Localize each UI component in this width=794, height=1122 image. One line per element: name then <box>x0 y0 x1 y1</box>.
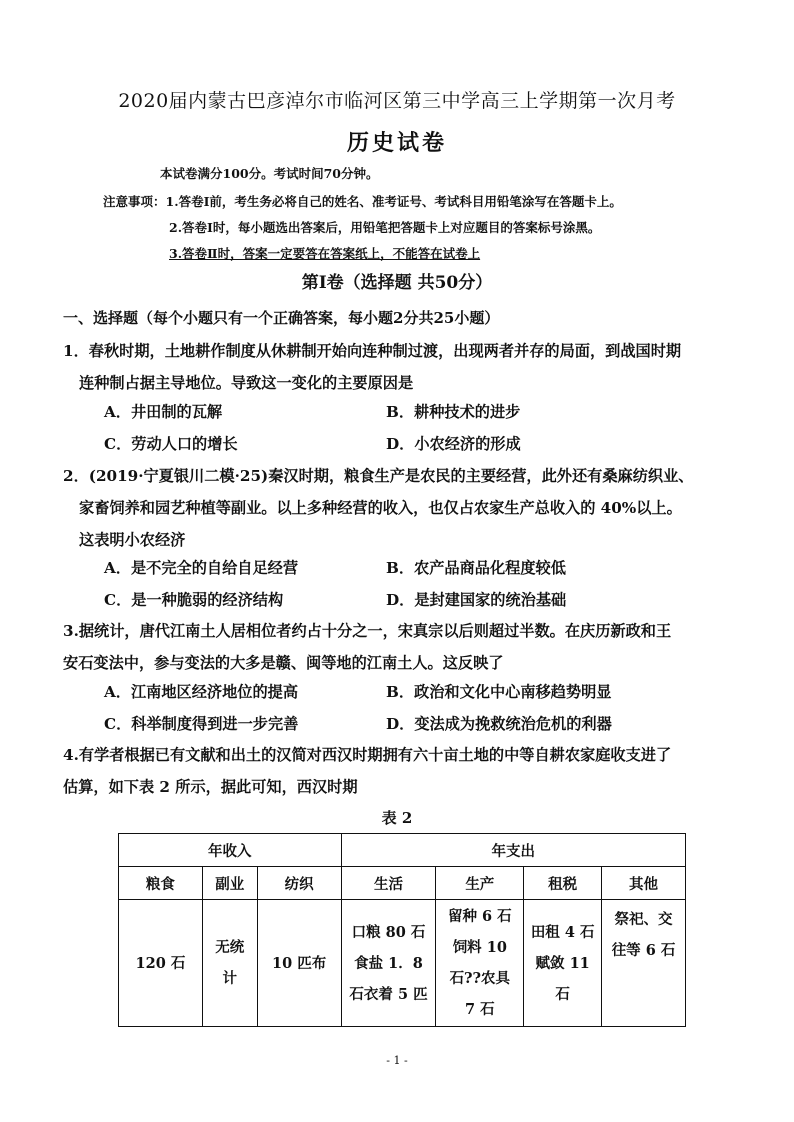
q3-option-d: D．变法成为挽救统治危机的利器 <box>386 715 612 733</box>
note-2: 2.答卷Ⅰ时，每小题选出答案后，用铅笔把答题卡上对应题目的答案标号涂黑。 <box>169 220 601 235</box>
col-header-production: 生产 <box>436 867 524 900</box>
cell-grain: 120 石 <box>119 900 203 1027</box>
cell-production-line-4: 7 石 <box>464 1001 495 1018</box>
header-annual-expense: 年支出 <box>341 834 685 867</box>
q3-option-c: C．科举制度得到进一步完善 <box>104 715 299 733</box>
q1-option-d: D．小农经济的形成 <box>386 435 521 453</box>
cell-living-line-2: 食盐 1．8 <box>354 954 423 972</box>
col-header-tax: 租税 <box>524 867 602 900</box>
table-caption: 表 2 <box>381 809 413 827</box>
table-row <box>119 900 686 1027</box>
cell-sideline-line-1: 无统 <box>215 939 245 956</box>
q2-option-c: C．是一种脆弱的经济结构 <box>104 591 284 609</box>
question-2 <box>63 460 735 556</box>
header-annual-income: 年收入 <box>119 834 342 867</box>
section-title: 第Ⅰ卷（选择题 共50分） <box>301 273 493 293</box>
q2-option-b: B．农产品商品化程度较低 <box>386 559 566 577</box>
question-2-line-2: 家畜饲养和园艺种植等副业。以上多种经营的收入，也仅占农家生产总收入的 40%以上。 <box>79 499 682 517</box>
cell-living-line-3: 石衣着 5 匹 <box>349 985 428 1003</box>
part-heading: 一、选择题（每个小题只有一个正确答案，每小题2分共25小题） <box>63 309 500 327</box>
question-1-line-2: 连种制占据主导地位。导致这一变化的主要原因是 <box>79 374 414 392</box>
note-3: 3.答卷Ⅱ时，答案一定要答在答案纸上，不能答在试卷上 <box>169 246 481 261</box>
cell-tax <box>524 900 602 1027</box>
question-2-line-3: 这表明小农经济 <box>79 531 186 549</box>
cell-tax-line-2: 赋敛 11 <box>535 954 590 972</box>
question-3-line-1: 3.据统计，唐代江南土人居相位者约占十分之一，宋真宗以后则超过半数。在庆历新政和王 <box>63 622 672 640</box>
cell-production <box>436 900 524 1027</box>
col-header-sideline: 副业 <box>202 867 257 900</box>
exam-title: 2020届内蒙古巴彦淖尔市临河区第三中学高三上学期第一次月考 <box>118 90 676 112</box>
q3-option-a: A．江南地区经济地位的提高 <box>104 683 299 701</box>
score-time-info: 本试卷满分100分。考试时间70分钟。 <box>160 166 379 181</box>
cell-production-line-2: 饲料 10 <box>452 939 507 956</box>
q1-option-b: B．耕种技术的进步 <box>386 403 521 421</box>
page-number: - 1 - <box>386 1054 408 1067</box>
cell-textile: 10 匹布 <box>257 900 341 1027</box>
income-expense-table <box>118 833 686 1027</box>
cell-sideline-line-2: 计 <box>222 970 238 987</box>
question-4-line-2: 估算，如下表 2 所示，据此可知，西汉时期 <box>63 778 358 796</box>
question-4 <box>63 739 735 803</box>
question-2-options <box>104 552 704 616</box>
col-header-living: 生活 <box>341 867 436 900</box>
question-2-line-1: 2．(2019·宁夏银川二模·25)秦汉时期，粮食生产是农民的主要经营，此外还有桑麻纺织业、 <box>63 467 694 485</box>
cell-production-line-3: 石??农具 <box>449 970 511 987</box>
exam-subtitle: 历史试卷 <box>346 130 447 156</box>
question-3 <box>63 615 735 679</box>
notes-label: 注意事项： <box>103 194 166 209</box>
table-column-header-row <box>119 867 686 900</box>
col-header-grain: 粮食 <box>119 867 203 900</box>
note-1: 1.答卷Ⅰ前，考生务必将自己的姓名、准考证号、考试科目用铅笔涂写在答题卡上。 <box>165 194 622 209</box>
cell-living <box>341 900 436 1027</box>
cell-other <box>602 900 686 1027</box>
q3-option-b: B．政治和文化中心南移趋势明显 <box>386 683 612 701</box>
q1-option-a: A．井田制的瓦解 <box>104 403 223 421</box>
cell-other-line-1: 祭祀、交 <box>614 911 673 928</box>
cell-tax-line-3: 石 <box>555 985 570 1003</box>
cell-tax-line-1: 田租 4 石 <box>530 923 595 941</box>
question-1 <box>63 335 735 399</box>
cell-living-line-1: 口粮 80 石 <box>351 923 426 941</box>
question-3-options <box>104 676 704 740</box>
q1-option-c: C．劳动人口的增长 <box>104 435 238 453</box>
col-header-other: 其他 <box>602 867 686 900</box>
question-1-options <box>104 396 704 460</box>
question-1-line-1: 1．春秋时期，土地耕作制度从休耕制开始向连种制过渡，出现两者并存的局面，到战国时期 <box>63 342 682 360</box>
col-header-textile: 纺织 <box>257 867 341 900</box>
cell-sideline <box>202 900 257 1027</box>
table-group-header-row <box>119 834 686 867</box>
cell-other-line-2: 往等 6 石 <box>611 942 676 959</box>
cell-production-line-1: 留种 6 石 <box>447 908 512 925</box>
q2-option-d: D．是封建国家的统治基础 <box>386 591 567 609</box>
q2-option-a: A．是不完全的自给自足经营 <box>104 559 299 577</box>
note-line-1 <box>103 192 622 210</box>
question-4-line-1: 4.有学者根据已有文献和出土的汉简对西汉时期拥有六十亩土地的中等自耕农家庭收支进了 <box>63 746 672 764</box>
question-3-line-2: 安石变法中，参与变法的大多是赣、闽等地的江南土人。这反映了 <box>63 654 504 672</box>
